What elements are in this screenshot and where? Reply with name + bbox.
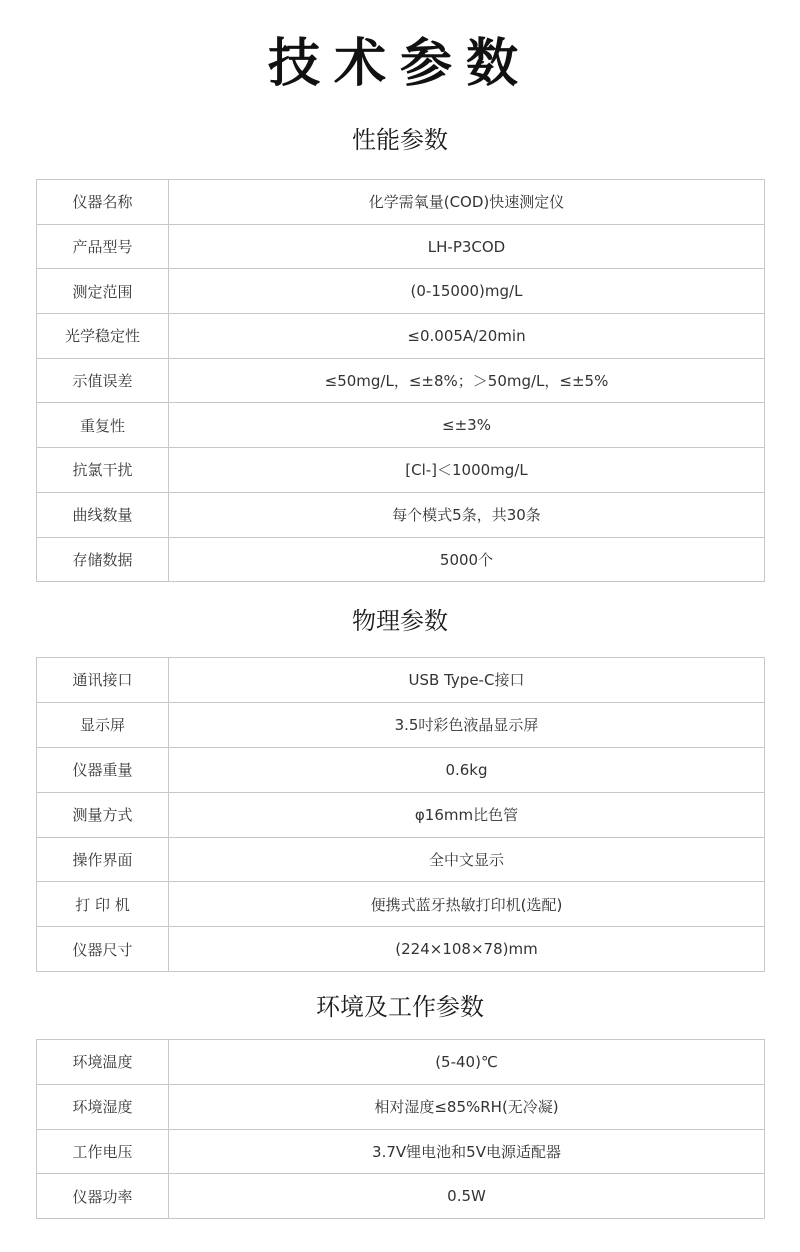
table-row [37, 492, 765, 537]
table-row [37, 358, 765, 403]
row-value: (224×108×78)mm [169, 927, 765, 972]
table-row [37, 882, 765, 927]
row-label: 产品型号 [37, 224, 169, 269]
page-title: 技术参数 [267, 34, 532, 94]
row-label: 环境湿度 [37, 1084, 169, 1129]
row-value: ≤50mg/L，≤±8%；＞50mg/L，≤±5% [169, 358, 765, 403]
row-label: 仪器功率 [37, 1174, 169, 1219]
row-value: ≤±3% [169, 403, 765, 448]
table-row [37, 224, 765, 269]
row-value: ≤0.005A/20min [169, 314, 765, 359]
row-label: 打 印 机 [37, 882, 169, 927]
row-label: 抗氯干扰 [37, 448, 169, 493]
row-label: 测定范围 [37, 269, 169, 314]
row-value: 全中文显示 [169, 837, 765, 882]
row-value: 每个模式5条，共30条 [169, 492, 765, 537]
table-row [37, 1040, 765, 1085]
row-label: 曲线数量 [37, 492, 169, 537]
section-title-performance: 性能参数 [352, 126, 448, 154]
row-value: 相对湿度≤85%RH(无冷凝) [169, 1084, 765, 1129]
table-row [37, 837, 765, 882]
row-value: 0.6kg [169, 747, 765, 792]
row-label: 工作电压 [37, 1129, 169, 1174]
section-title-environment: 环境及工作参数 [316, 993, 484, 1021]
row-value: 3.7V锂电池和5V电源适配器 [169, 1129, 765, 1174]
performance-spec-table [36, 179, 765, 582]
row-label: 存储数据 [37, 537, 169, 582]
row-value: φ16mm比色管 [169, 792, 765, 837]
row-label: 仪器重量 [37, 747, 169, 792]
table-row [37, 747, 765, 792]
table-row [37, 403, 765, 448]
row-label: 通讯接口 [37, 658, 169, 703]
table-row [37, 1174, 765, 1219]
physical-spec-table [36, 657, 765, 972]
table-row [37, 269, 765, 314]
row-value: 3.5吋彩色液晶显示屏 [169, 702, 765, 747]
row-value: 5000个 [169, 537, 765, 582]
row-value: USB Type-C接口 [169, 658, 765, 703]
row-value: 便携式蓝牙热敏打印机(选配) [169, 882, 765, 927]
row-value: (0-15000)mg/L [169, 269, 765, 314]
row-value: (5-40)℃ [169, 1040, 765, 1085]
row-label: 重复性 [37, 403, 169, 448]
row-label: 测量方式 [37, 792, 169, 837]
section-title-physical: 物理参数 [352, 607, 448, 635]
table-row [37, 1129, 765, 1174]
row-value: [Cl-]＜1000mg/L [169, 448, 765, 493]
table-row [37, 658, 765, 703]
table-row [37, 927, 765, 972]
table-row [37, 702, 765, 747]
row-value: 0.5W [169, 1174, 765, 1219]
table-row [37, 448, 765, 493]
table-row [37, 314, 765, 359]
row-value: 化学需氧量(COD)快速测定仪 [169, 180, 765, 225]
row-label: 示值误差 [37, 358, 169, 403]
environment-spec-table [36, 1039, 765, 1219]
row-label: 仪器名称 [37, 180, 169, 225]
table-row [37, 792, 765, 837]
row-label: 环境温度 [37, 1040, 169, 1085]
table-row [37, 537, 765, 582]
row-label: 显示屏 [37, 702, 169, 747]
row-label: 操作界面 [37, 837, 169, 882]
row-label: 仪器尺寸 [37, 927, 169, 972]
row-value: LH-P3COD [169, 224, 765, 269]
table-row [37, 180, 765, 225]
row-label: 光学稳定性 [37, 314, 169, 359]
table-row [37, 1084, 765, 1129]
